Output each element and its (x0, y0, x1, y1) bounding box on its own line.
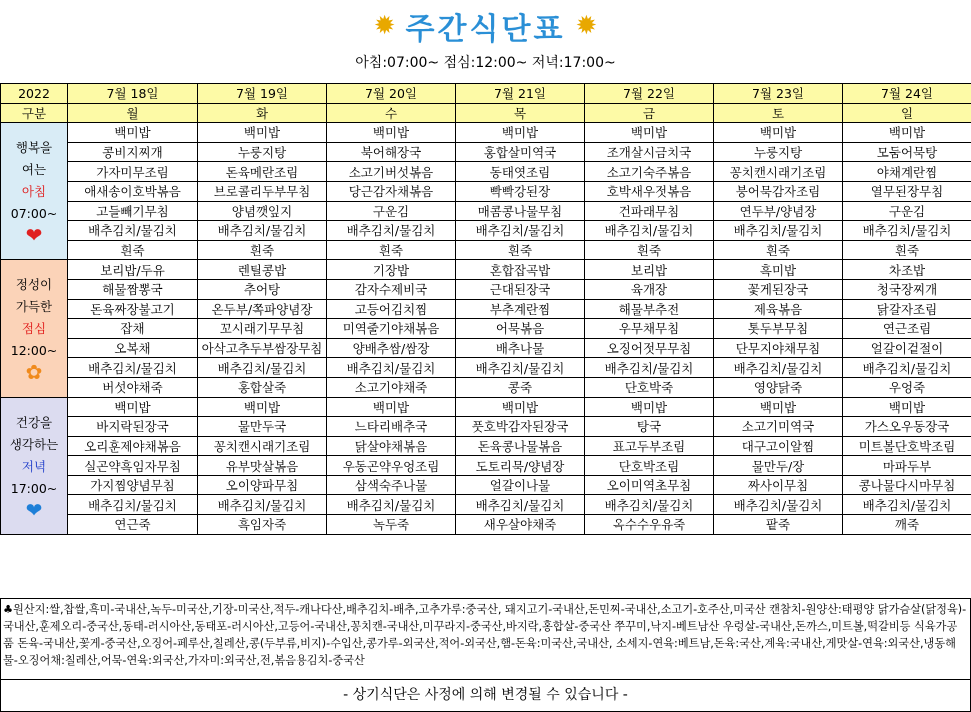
menu-item-cell: 청국장찌개 (843, 279, 971, 299)
meal-label-line: 가득한 (15, 299, 53, 315)
menu-item-cell: 우엉죽 (843, 377, 971, 397)
menu-item-cell: 감자수제비국 (327, 279, 456, 299)
menu-item-cell: 배추김치/물김치 (456, 221, 585, 241)
date-cell: 7월 23일 (714, 84, 843, 104)
menu-item-cell: 배추김치/물김치 (327, 495, 456, 515)
menu-item-cell: 해물짬뽕국 (68, 279, 198, 299)
day-cell: 금 (585, 103, 714, 123)
menu-item-cell: 대구고이알찜 (714, 436, 843, 456)
menu-item-cell: 탕국 (585, 417, 714, 437)
menu-item-cell: 배추김치/물김치 (714, 495, 843, 515)
dinner-row (1, 495, 971, 515)
menu-item-cell: 흰죽 (456, 240, 585, 260)
menu-item-cell: 잡채 (68, 319, 198, 339)
page-title: 주간식단표 (405, 12, 566, 47)
menu-item-cell: 백미밥 (198, 397, 327, 417)
year-cell: 2022 (1, 84, 68, 104)
menu-item-cell: 흑미밥 (714, 260, 843, 280)
menu-item-cell: 매콤콩나물무침 (456, 201, 585, 221)
date-cell: 7월 20일 (327, 84, 456, 104)
menu-item-cell: 배추김치/물김치 (843, 495, 971, 515)
date-cell: 7월 18일 (68, 84, 198, 104)
dinner-row (1, 397, 971, 417)
menu-item-cell: 동태엿조림 (456, 162, 585, 182)
menu-item-cell: 구운김 (327, 201, 456, 221)
menu-item-cell: 배추김치/물김치 (456, 495, 585, 515)
dinner-row (1, 456, 971, 476)
menu-item-cell: 백미밥 (456, 123, 585, 143)
menu-item-cell: 흑임자죽 (198, 515, 327, 535)
menu-item-cell: 연근죽 (68, 515, 198, 535)
menu-item-cell: 단호박조림 (585, 456, 714, 476)
menu-item-cell: 추어탕 (198, 279, 327, 299)
breakfast-row (1, 123, 971, 143)
menu-item-cell: 백미밥 (327, 123, 456, 143)
day-cell: 화 (198, 103, 327, 123)
heart-icon: ❤ (25, 223, 43, 248)
menu-item-cell: 배추김치/물김치 (68, 358, 198, 378)
menu-item-cell: 백미밥 (585, 123, 714, 143)
menu-item-cell: 배추김치/물김치 (456, 358, 585, 378)
menu-item-cell: 콩나물다시마무침 (843, 475, 971, 495)
menu-item-cell: 조개살시금치국 (585, 142, 714, 162)
menu-item-cell: 닭갈자조림 (843, 299, 971, 319)
menu-item-cell: 건파래무침 (585, 201, 714, 221)
menu-item-cell: 배추김치/물김치 (585, 358, 714, 378)
breakfast-row (1, 221, 971, 241)
menu-item-cell: 깨죽 (843, 515, 971, 535)
menu-item-cell: 북어해장국 (327, 142, 456, 162)
meal-label-line: 행복을 (15, 140, 53, 156)
menu-item-cell: 아삭고추두부쌈장무침 (198, 338, 327, 358)
menu-item-cell: 소고기숙주볶음 (585, 162, 714, 182)
day-cell: 월 (68, 103, 198, 123)
menu-item-cell: 제육볶음 (714, 299, 843, 319)
menu-item-cell: 유부맛살볶음 (198, 456, 327, 476)
menu-item-cell: 흰죽 (585, 240, 714, 260)
breakfast-label-cell (1, 123, 68, 260)
breakfast-row (1, 240, 971, 260)
menu-item-cell: 흰죽 (327, 240, 456, 260)
date-cell: 7월 19일 (198, 84, 327, 104)
menu-item-cell: 흰죽 (714, 240, 843, 260)
date-cell: 7월 24일 (843, 84, 971, 104)
menu-item-cell: 녹두죽 (327, 515, 456, 535)
menu-item-cell: 배추김치/물김치 (68, 221, 198, 241)
menu-item-cell: 호박새우젓볶음 (585, 181, 714, 201)
menu-item-cell: 우무채무침 (585, 319, 714, 339)
menu-item-cell: 빡빡강된장 (456, 181, 585, 201)
menu-item-cell: 콩죽 (456, 377, 585, 397)
menu-item-cell: 얼갈이겉절이 (843, 338, 971, 358)
menu-item-cell: 짜사이무침 (714, 475, 843, 495)
dinner-row (1, 417, 971, 437)
menu-item-cell: 꼬시래기무무침 (198, 319, 327, 339)
menu-item-cell: 고등어김치찜 (327, 299, 456, 319)
menu-item-cell: 배추김치/물김치 (714, 358, 843, 378)
menu-item-cell: 꽃게된장국 (714, 279, 843, 299)
menu-item-cell: 렌틸콩밥 (198, 260, 327, 280)
lunch-label-cell (1, 260, 68, 397)
menu-item-cell: 야채계란찜 (843, 162, 971, 182)
menu-item-cell: 모둠어묵탕 (843, 142, 971, 162)
lunch-row (1, 319, 971, 339)
meal-name: 점심 (21, 321, 47, 337)
menu-item-cell: 보리밥 (585, 260, 714, 280)
menu-item-cell: 홍합살죽 (198, 377, 327, 397)
dinner-row (1, 515, 971, 535)
menu-item-cell: 배추김치/물김치 (714, 221, 843, 241)
meal-label-line: 여는 (21, 162, 47, 178)
lunch-row (1, 299, 971, 319)
menu-item-cell: 배추김치/물김치 (327, 358, 456, 378)
day-cell: 목 (456, 103, 585, 123)
title-row (0, 6, 971, 46)
menu-item-cell: 미역줄기야채볶음 (327, 319, 456, 339)
breakfast-row (1, 162, 971, 182)
meal-time: 07:00~ (10, 206, 58, 222)
menu-item-cell: 누룽지탕 (198, 142, 327, 162)
menu-item-cell: 가스오우동장국 (843, 417, 971, 437)
meal-label-line: 건강을 (15, 414, 53, 430)
menu-item-cell: 애새송이호박볶음 (68, 181, 198, 201)
menu-item-cell: 느타리배추국 (327, 417, 456, 437)
date-cell: 7월 21일 (456, 84, 585, 104)
menu-item-cell: 흰죽 (198, 240, 327, 260)
menu-item-cell: 기장밥 (327, 260, 456, 280)
menu-item-cell: 온두부/쪽파양념장 (198, 299, 327, 319)
day-cell: 수 (327, 103, 456, 123)
menu-item-cell: 도토리묵/양념장 (456, 456, 585, 476)
menu-item-cell: 육개장 (585, 279, 714, 299)
menu-item-cell: 백미밥 (456, 397, 585, 417)
menu-item-cell: 오복채 (68, 338, 198, 358)
menu-item-cell: 가자미무조림 (68, 162, 198, 182)
menu-item-cell: 오이미역초무침 (585, 475, 714, 495)
footer-note: - 상기식단은 사정에 의해 변경될 수 있습니다 - (0, 680, 971, 712)
menu-item-cell: 배추김치/물김치 (198, 221, 327, 241)
menu-item-cell: 돈육짜장불고기 (68, 299, 198, 319)
menu-item-cell: 고들빼기무침 (68, 201, 198, 221)
meal-times: 아침:07:00~ 점심:12:00~ 저녁:17:00~ (355, 55, 616, 71)
meal-time: 12:00~ (10, 343, 58, 359)
menu-item-cell: 표고두부조림 (585, 436, 714, 456)
menu-item-cell: 옥수수우유죽 (585, 515, 714, 535)
sunflower-icon: ✹ (575, 11, 598, 41)
sunflower-icon: ✹ (373, 11, 396, 41)
menu-item-cell: 배추김치/물김치 (68, 495, 198, 515)
menu-item-cell: 붕어묵감자조림 (714, 181, 843, 201)
header (0, 0, 971, 82)
menu-item-cell: 물만두/장 (714, 456, 843, 476)
dinner-label-cell (1, 397, 68, 534)
menu-item-cell: 백미밥 (68, 397, 198, 417)
menu-item-cell: 백미밥 (68, 123, 198, 143)
menu-item-cell: 물만두국 (198, 417, 327, 437)
menu-item-cell: 백미밥 (714, 397, 843, 417)
day-cell: 일 (843, 103, 971, 123)
dinner-row (1, 475, 971, 495)
lunch-row (1, 338, 971, 358)
menu-item-cell: 배추김치/물김치 (843, 221, 971, 241)
menu-item-cell: 배추김치/물김치 (585, 221, 714, 241)
flower-icon: ✿ (25, 360, 43, 385)
menu-item-cell: 콩비지찌개 (68, 142, 198, 162)
menu-item-cell: 부추계란찜 (456, 299, 585, 319)
menu-item-cell: 배추김치/물김치 (327, 221, 456, 241)
menu-item-cell: 오이양파무침 (198, 475, 327, 495)
meal-name: 저녁 (21, 458, 47, 474)
heart-icon: ❤ (25, 497, 43, 522)
menu-table (0, 83, 971, 535)
meal-name: 아침 (21, 184, 47, 200)
date-cell: 7월 22일 (585, 84, 714, 104)
menu-item-cell: 연두부/양념장 (714, 201, 843, 221)
menu-item-cell: 배추김치/물김치 (843, 358, 971, 378)
menu-item-cell: 백미밥 (843, 397, 971, 417)
menu-item-cell: 구운김 (843, 201, 971, 221)
menu-item-cell: 백미밥 (585, 397, 714, 417)
menu-item-cell: 배추김치/물김치 (585, 495, 714, 515)
lunch-row (1, 279, 971, 299)
dinner-row (1, 436, 971, 456)
breakfast-row (1, 201, 971, 221)
menu-item-cell: 새우살야채죽 (456, 515, 585, 535)
menu-item-cell: 양배추쌈/쌈장 (327, 338, 456, 358)
breakfast-row (1, 142, 971, 162)
day-cell: 토 (714, 103, 843, 123)
menu-item-cell: 근대된장국 (456, 279, 585, 299)
menu-item-cell: 바지락된장국 (68, 417, 198, 437)
menu-item-cell: 브로콜리두부무침 (198, 181, 327, 201)
menu-item-cell: 돈육메란조림 (198, 162, 327, 182)
menu-item-cell: 연근조림 (843, 319, 971, 339)
menu-item-cell: 버섯야채죽 (68, 377, 198, 397)
menu-item-cell: 해물부추전 (585, 299, 714, 319)
menu-item-cell: 영양닭죽 (714, 377, 843, 397)
date-row (1, 84, 971, 104)
menu-item-cell: 삼색숙주나물 (327, 475, 456, 495)
menu-item-cell: 배추김치/물김치 (198, 358, 327, 378)
menu-item-cell: 백미밥 (327, 397, 456, 417)
day-row (1, 103, 971, 123)
menu-item-cell: 소고기야채죽 (327, 377, 456, 397)
menu-item-cell: 오징어젓무무침 (585, 338, 714, 358)
menu-item-cell: 우동곤약우엉조림 (327, 456, 456, 476)
menu-item-cell: 팥죽 (714, 515, 843, 535)
menu-item-cell: 백미밥 (843, 123, 971, 143)
menu-item-cell: 열무된장무침 (843, 181, 971, 201)
menu-item-cell: 돈육콩나물볶음 (456, 436, 585, 456)
menu-item-cell: 누룽지탕 (714, 142, 843, 162)
menu-item-cell: 풋호박감자된장국 (456, 417, 585, 437)
menu-item-cell: 백미밥 (198, 123, 327, 143)
menu-item-cell: 닭살야채볶음 (327, 436, 456, 456)
menu-item-cell: 차조밥 (843, 260, 971, 280)
meal-time: 17:00~ (10, 480, 58, 496)
menu-item-cell: 어묵볶음 (456, 319, 585, 339)
menu-item-cell: 꽁치캔시래기조림 (714, 162, 843, 182)
menu-item-cell: 단무지야채무침 (714, 338, 843, 358)
menu-item-cell: 홍합살미역국 (456, 142, 585, 162)
menu-item-cell: 배추나물 (456, 338, 585, 358)
menu-item-cell: 실곤약흑임자무침 (68, 456, 198, 476)
menu-item-cell: 소고기버섯볶음 (327, 162, 456, 182)
menu-item-cell: 꽁치캔시래기조림 (198, 436, 327, 456)
menu-item-cell: 백미밥 (714, 123, 843, 143)
menu-item-cell: 보리밥/두유 (68, 260, 198, 280)
menu-item-cell: 얼갈이나물 (456, 475, 585, 495)
meal-label-line: 생각하는 (9, 436, 59, 452)
breakfast-row (1, 181, 971, 201)
lunch-row (1, 377, 971, 397)
menu-item-cell: 흰죽 (68, 240, 198, 260)
menu-item-cell: 흰죽 (843, 240, 971, 260)
menu-item-cell: 톳두부무침 (714, 319, 843, 339)
menu-item-cell: 미트볼단호박조림 (843, 436, 971, 456)
lunch-row (1, 358, 971, 378)
menu-item-cell: 당근감자채볶음 (327, 181, 456, 201)
menu-item-cell: 양념깻잎지 (198, 201, 327, 221)
origin-note: ♣원산지:쌀,찹쌀,흑미-국내산,녹두-미국산,기장-미국산,적두-캐나다산,배추김치-배추,고추가루:중국산, 돼지고기-국내산,돈민찌-국내산,소고기-호주산,미국산 캔참치-원양산:태평양 닭가슴살(닭정육)-국내산,훈제오리-중국산,동태-러시아산,동태포-러시아산,고등어-국내산,꽁치캔-국내산,미꾸라지-중국산,바지락,홍합살-중국산 쭈꾸미,낙지-베트남산 우렁살-국내산,돈까스,미트볼,떡갈비등 식육가공품 돈육-국내산,꽃게-중국산,오징어-페루산,칠레산,콩(두부류,비지)-수입산,콩가루-외국산,적어-외국산,햄-돈육:미국산,국내산, 소세지-연육:베트남,돈육:국산,계육:국내산,게맛살-연육:외국산,냉동해물-오징어채:칠레산,어묵-연육:외국산,가자미:외국산,전,볶음용김치-중국산 (0, 598, 971, 680)
lunch-row (1, 260, 971, 280)
menu-item-cell: 배추김치/물김치 (198, 495, 327, 515)
menu-item-cell: 가지찜양념무침 (68, 475, 198, 495)
menu-item-cell: 마파두부 (843, 456, 971, 476)
menu-item-cell: 오리훈제야채볶음 (68, 436, 198, 456)
section-label: 구분 (1, 103, 68, 123)
menu-item-cell: 단호박죽 (585, 377, 714, 397)
menu-item-cell: 소고기미역국 (714, 417, 843, 437)
meal-label-line: 정성이 (15, 277, 53, 293)
menu-item-cell: 혼합잡곡밥 (456, 260, 585, 280)
